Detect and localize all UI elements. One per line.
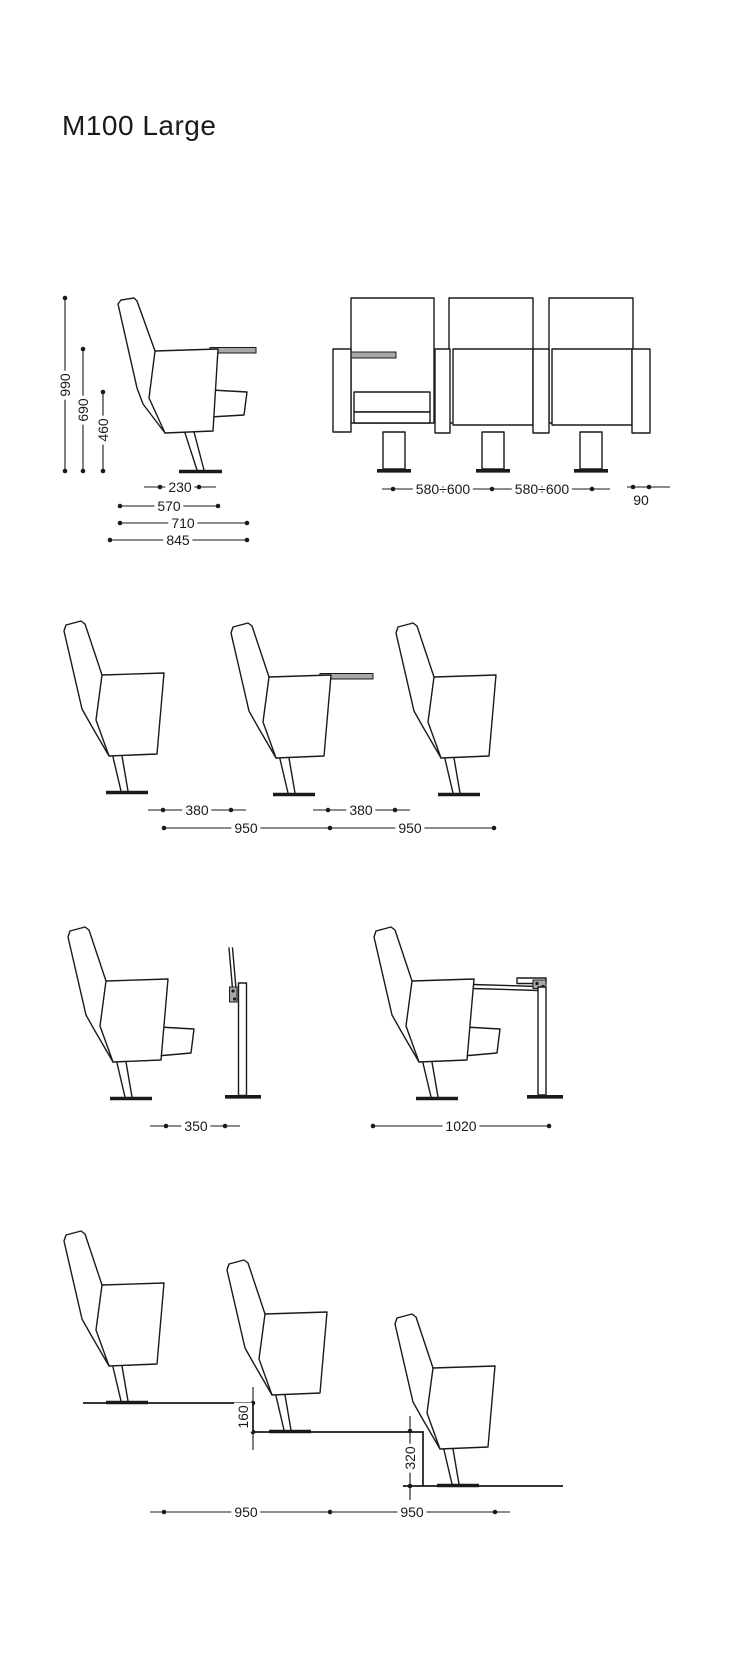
dim-axis-spacing-right: 580÷600 [512,480,572,498]
seat-pad-3 [552,349,632,425]
dim-clearance-right: 380 [346,801,375,819]
folded-seat-1 [354,392,430,412]
armrest-divider-2 [533,349,549,433]
dim-row-spacing-left: 950 [231,819,260,837]
dim-axis-spacing-left: 580÷600 [413,480,473,498]
end-panel-left [333,349,351,432]
tablet-arm-open [472,985,539,991]
dim-armrest-height: 460 [94,415,112,444]
pedestal-1 [383,432,405,469]
dim-clearance-left: 380 [182,801,211,819]
dim-total-depth: 845 [163,531,192,549]
dim-base-width: 230 [165,478,194,496]
dim-depth-570: 570 [154,497,183,515]
dim-depth-710: 710 [168,514,197,532]
dim-closed-tablet-distance: 350 [181,1117,210,1135]
seat-pad-2 [453,349,533,425]
end-panel-right [632,349,650,433]
side-view-chair-drawing [118,298,256,472]
pedestal-2 [482,432,504,469]
dim-step-height-160: 160 [234,1402,252,1431]
dim-total-height: 990 [56,370,74,399]
steps-drawing [64,1231,563,1514]
dim-step-row-right: 950 [397,1503,426,1521]
dim-open-tablet-distance: 1020 [442,1117,479,1135]
tablet-stand-drawing [68,927,563,1128]
dim-tablet-height: 690 [74,395,92,424]
pedestal-3 [580,432,602,469]
armrest-divider-1 [435,349,450,433]
row-spacing-drawing [64,621,496,830]
tablet-stand-open [517,978,563,1097]
dim-row-spacing-right: 950 [395,819,424,837]
front-view-drawing [333,298,650,471]
dim-step-height-320: 320 [401,1443,419,1472]
dim-end-panel-width: 90 [630,491,652,509]
tablet-stand-folded [225,948,261,1097]
page-title: M100 Large [62,110,217,141]
dim-step-row-left: 950 [231,1503,260,1521]
